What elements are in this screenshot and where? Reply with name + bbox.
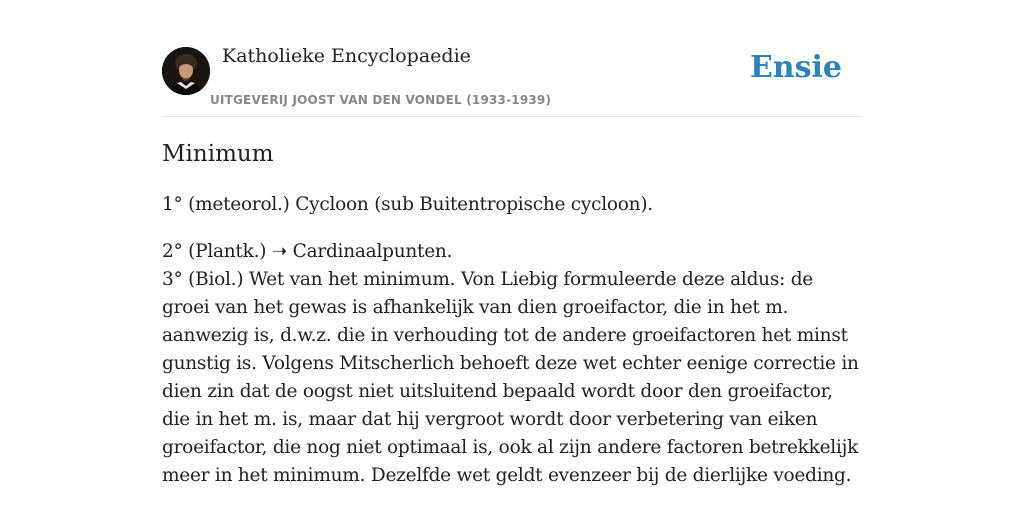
brand-logo[interactable]: Ensie	[749, 50, 842, 85]
definition-paragraph: 1° (meteorol.) Cycloon (sub Buitentropische cycloon).	[162, 194, 653, 215]
portrait-image	[162, 47, 210, 95]
site-title[interactable]: Katholieke Encyclopaedie	[222, 45, 471, 67]
definition-paragraph: 2° (Plantk.) ➝ Cardinaalpunten.	[162, 241, 453, 262]
portrait-avatar-icon[interactable]	[162, 47, 210, 95]
entry-title: Minimum	[162, 141, 274, 167]
definition-paragraph: 3° (Biol.) Wet van het minimum. Von Liebig formuleerde deze aldus: de groei van het gewas is afhankelijk van dien groeifactor, die in het m. aanwezig is, d.w.z. die in verhouding tot de andere groeifactoren het minst gunstig is. Volgens Mitscherlich behoeft deze wet echter eenige correctie in dien zin dat de oogst niet uitsluitend bepaald wordt door den groeifactor, die in het m. is, maar dat hij vergroot wordt door verbetering van eiken groeifactor, die nog niet optimaal is, ook al zijn andere factoren betrekkelijk meer in het minimum. Dezelfde wet geldt evenzeer bij de dierlijke voeding.	[162, 269, 859, 486]
site-header	[162, 0, 862, 117]
article	[162, 138, 862, 490]
publisher-label: UITGEVERIJ JOOST VAN DEN VONDEL (1933-1939)	[210, 93, 552, 107]
